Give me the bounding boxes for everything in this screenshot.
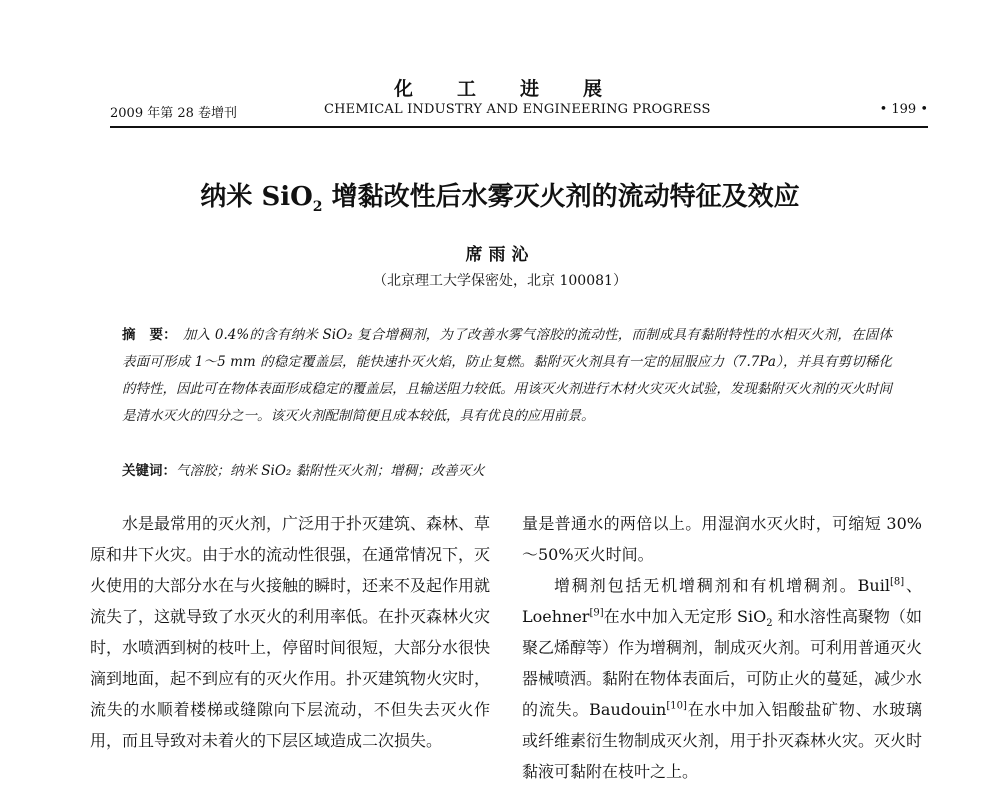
- issue-info: 2009 年第 28 卷增刊: [110, 106, 238, 121]
- body-column-right: [522, 508, 922, 787]
- body-paragraph: 量是普通水的两倍以上。用湿润水灭火时，可缩短 30%～50%灭火时间。: [522, 514, 922, 564]
- keywords: [122, 458, 892, 485]
- citation-ref: [10]: [666, 700, 687, 712]
- journal-title-cn: 化工进展: [393, 78, 646, 100]
- author-name: 席雨沁: [465, 245, 535, 265]
- abstract: [122, 322, 892, 430]
- running-header: [110, 100, 928, 128]
- citation-ref: [9]: [589, 607, 604, 619]
- body-paragraph: 增稠剂包括无机增稠剂和有机增稠剂。Buil[8]、Loehner[9]在水中加入无定形 SiO$_2$ 和水溶性高聚物（如聚乙烯醇等）作为增稠剂，制成灭火剂。可利用普通灭火器械喷洒。黏附在物体表面后，可防止火的蔓延，减少水的流失。Baudouin[10]在水中加入铝酸盐矿物、水玻璃或纤维素衍生物制成灭火剂，用于扑灭森林火灾。灭火时黏液可黏附在枝叶之上。: [522, 576, 923, 781]
- body-paragraph: 水是最常用的灭火剂，广泛用于扑灭建筑、森林、草原和井下火灾。由于水的流动性很强，在通常情况下，灭火使用的大部分水在与火接触的瞬时，还来不及起作用就流失了，这就导致了水灭火的利用率低。在扑灭森林火灾时，水喷洒到树的枝叶上，停留时间很短，大部分水很快滴到地面，起不到应有的灭火作用。扑灭建筑物火灾时，流失的水顺着楼梯或缝隙向下层流动，不但失去灭火作用，而且导致对未着火的下层区域造成二次损失。: [90, 514, 491, 750]
- citation-ref: [8]: [889, 576, 905, 588]
- paper-title: 纳米 SiO$_2$ 增黏改性后水雾灭火剂的流动特征及效应: [200, 182, 800, 216]
- page-number: • 199 •: [879, 102, 928, 117]
- keywords-text: 气溶胶；纳米 SiO₂ 黏附性灭火剂；增稠；改善灭火: [176, 463, 485, 479]
- author-affiliation: （北京理工大学保密处，北京 100081）: [373, 273, 627, 289]
- body-column-left: [90, 508, 490, 756]
- journal-title-en: CHEMICAL INDUSTRY AND ENGINEERING PROGRESS: [324, 102, 711, 117]
- keywords-label: 关键词：: [122, 463, 176, 479]
- abstract-text: 加入 0.4%的含有纳米 SiO₂ 复合增稠剂，为了改善水雾气溶胶的流动性，而制成具有黏附特性的水相灭火剂，在固体表面可形成 1～5 mm 的稳定覆盖层，能快速扑灭火焰，防止复燃。黏附灭火剂具有一定的屈服应力（7.7Pa），并具有剪切稀化的特性，因此可在物体表面形成稳定的覆盖层，且输送阻力较低。用该灭火剂进行木材火灾灭火试验，发现黏附灭火剂的灭火时间是清水灭火的四分之一。该灭火剂配制简便且成本较低，具有优良的应用前景。: [122, 327, 892, 424]
- abstract-label: 摘 要：: [122, 327, 177, 343]
